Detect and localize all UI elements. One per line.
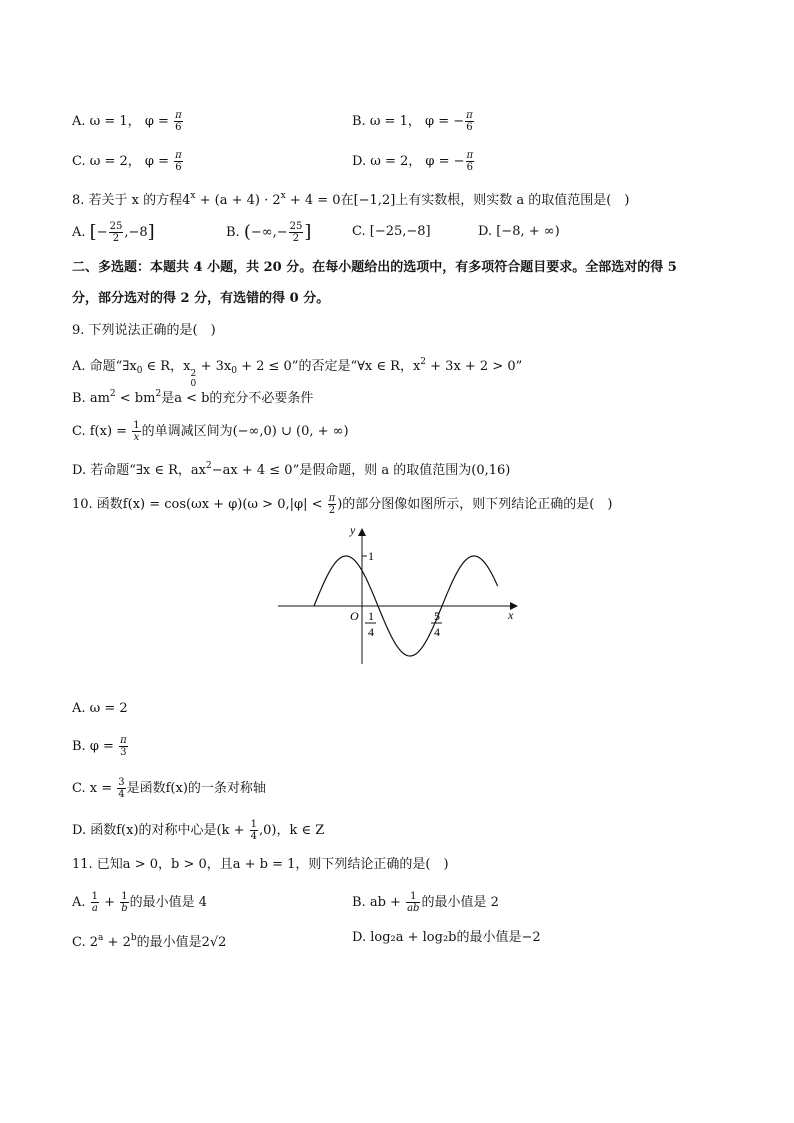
fraction: $\frac{\pi}{2}$ <box>328 493 336 516</box>
q9-option-d: D. 若命题“∃x ∈ R，$ax^2-ax + 4 \le 0$”是假命题，则 a 的取值范围为(0,16) <box>72 461 511 478</box>
q7-option-b: B. ω = 1， φ = − $\frac{\pi}{6}$ <box>352 110 473 133</box>
x-tick1-denominator: 4 <box>368 625 374 639</box>
q11-option-c: C. $2^a + 2^b$的最小值是2√2 <box>72 933 227 950</box>
q8-option-d: D. [−8, + ∞) <box>478 224 560 239</box>
fraction: $\frac{1}{b}$ <box>121 891 128 914</box>
q8-option-a: A. [− $\frac{25}{2}$ ,−8] <box>72 221 155 244</box>
q9-option-c: C. f(x) = $\frac{1}{x}$ 的单调减区间为(−∞,0) ∪ (0, + ∞) <box>72 420 349 443</box>
fraction: $\frac{1}{a}$ <box>91 891 99 914</box>
q9-option-a: A. 命题“$\exists x_0$ ∈ R，x 2 0 + $3x_0 + 2 \le 0$”的否定是“∀x ∈ R，$x^2 + 3x + 2 > 0$” <box>72 357 523 389</box>
q7-option-d: D. ω = 2， φ = − $\frac{\pi}{6}$ <box>352 150 474 173</box>
fraction: $\frac{1}{ab}$ <box>407 891 420 914</box>
fraction: $\frac{\pi}{6}$ <box>175 150 182 173</box>
q7-option-c: C. ω = 2， φ = $\frac{\pi}{6}$ <box>72 150 182 173</box>
cosine-graph <box>270 518 530 670</box>
q8-option-c: C. [−25,−8] <box>352 224 431 239</box>
q10-option-d: D. 函数f(x)的对称中心是(k + $\frac{1}{4}$ ,0)，k ∈ Z <box>72 819 325 842</box>
fraction: $\frac{\pi}{6}$ <box>466 110 473 133</box>
x-tick2-denominator: 4 <box>434 625 440 639</box>
fraction: $\frac{25}{2}$ <box>289 221 303 244</box>
q11-option-b: B. ab + $\frac{1}{ab}$ 的最小值是 2 <box>352 891 499 914</box>
q9-option-b: B. $am^2 < bm^2$是a < b的充分不必要条件 <box>72 389 314 406</box>
fraction: $\frac{1}{x}$ <box>133 420 140 443</box>
q11-option-a: A. $\frac{1}{a}$ + $\frac{1}{b}$ 的最小值是 4 <box>72 891 208 914</box>
section-header-line1: 二、多选题：本题共 4 小题，共 20 分。在每小题给出的选项中，有多项符合题目要求。全部选对的得 5 <box>72 260 677 275</box>
fraction: $\frac{\pi}{3}$ <box>120 735 127 758</box>
q11-option-d: D. log₂a + log₂b的最小值是−2 <box>352 930 541 945</box>
fraction: $\frac{\pi}{6}$ <box>466 150 474 173</box>
section-header-line2: 分，部分选对的得 2 分，有选错的得 0 分。 <box>72 291 330 306</box>
q10-stem: 10. 函数f(x) = cos(ωx + φ)(ω > 0,|φ| < $\frac{\pi}{2}$ )的部分图像如图所示，则下列结论正确的是( ) <box>72 493 613 516</box>
x-axis-label: x <box>508 608 514 622</box>
q10-option-c: C. x = $\frac{3}{4}$ 是函数f(x)的一条对称轴 <box>72 777 266 800</box>
x-tick2-numerator: 5 <box>434 609 440 623</box>
q10-option-b: B. φ = $\frac{\pi}{3}$ <box>72 735 127 758</box>
q11-stem: 11. 已知a > 0，b > 0，且a + b = 1，则下列结论正确的是( ) <box>72 857 449 872</box>
y-tick-label: 1 <box>368 549 374 563</box>
fraction: $\frac{3}{4}$ <box>118 777 125 800</box>
q9-stem: 9. 下列说法正确的是( ) <box>72 323 216 338</box>
y-axis-label: y <box>350 523 356 537</box>
fraction: $\frac{1}{4}$ <box>250 819 257 842</box>
q8-stem: 8. 若关于 x 的方程$4^x + (a + 4) \cdot 2^x + 4 = 0$在[−1,2]上有实数根，则实数 a 的取值范围是( ) <box>72 191 630 208</box>
x-tick1-numerator: 1 <box>368 609 374 623</box>
fraction: $\frac{\pi}{6}$ <box>175 110 182 133</box>
origin-label: O <box>350 609 359 623</box>
fraction: $\frac{25}{2}$ <box>109 221 123 244</box>
q8-option-b: B. (−∞,− $\frac{25}{2}$ ] <box>226 221 312 244</box>
q7-option-a: A. ω = 1， φ = $\frac{\pi}{6}$ <box>72 110 182 133</box>
q10-option-a: A. ω = 2 <box>72 701 128 716</box>
